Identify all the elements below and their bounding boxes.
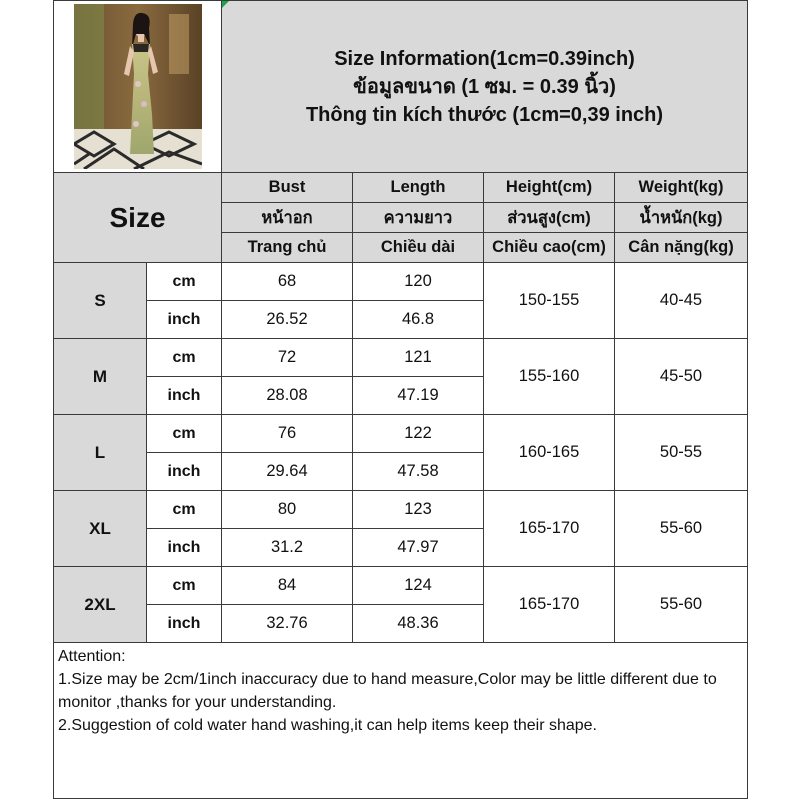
bust-inch-value: 29.64 — [222, 453, 353, 491]
height-range: 165-170 — [484, 567, 615, 643]
unit-cm-label: cm — [147, 567, 222, 605]
column-header-weight-thai: น้ำหนัก(kg) — [615, 203, 748, 233]
column-header-height: Height(cm) — [484, 173, 615, 203]
column-header-height-thai: ส่วนสูง(cm) — [484, 203, 615, 233]
height-range: 160-165 — [484, 415, 615, 491]
attention-note-2: 2.Suggestion of cold water hand washing,it can help items keep their shape. — [58, 717, 597, 734]
unit-cm-label: cm — [147, 263, 222, 301]
length-cm-value: 120 — [353, 263, 484, 301]
column-header-bust-vietnamese: Trang chủ — [222, 233, 353, 263]
length-inch-value: 47.58 — [353, 453, 484, 491]
title-vietnamese: Thông tin kích thước (1cm=0,39 inch) — [305, 103, 664, 126]
length-inch-value: 48.36 — [353, 605, 484, 643]
bust-inch-value: 26.52 — [222, 301, 353, 339]
weight-range: 45-50 — [615, 339, 748, 415]
bust-inch-value: 28.08 — [222, 377, 353, 415]
product-photo — [74, 4, 202, 169]
attention-notes — [54, 643, 748, 799]
column-header-length-thai: ความยาว — [353, 203, 484, 233]
length-inch-value: 47.19 — [353, 377, 484, 415]
bust-cm-value: 68 — [222, 263, 353, 301]
weight-range: 40-45 — [615, 263, 748, 339]
column-header-height-vietnamese: Chiều cao(cm) — [484, 233, 615, 263]
size-name: L — [54, 415, 147, 491]
bust-inch-value: 31.2 — [222, 529, 353, 567]
unit-cm-label: cm — [147, 415, 222, 453]
bust-inch-value: 32.76 — [222, 605, 353, 643]
unit-cm-label: cm — [147, 339, 222, 377]
bust-cm-value: 76 — [222, 415, 353, 453]
unit-inch-label: inch — [147, 529, 222, 567]
size-row-xl-cm — [54, 491, 748, 529]
length-inch-value: 47.97 — [353, 529, 484, 567]
length-cm-value: 124 — [353, 567, 484, 605]
length-cm-value: 122 — [353, 415, 484, 453]
height-range: 155-160 — [484, 339, 615, 415]
unit-inch-label: inch — [147, 453, 222, 491]
column-header-length: Length — [353, 173, 484, 203]
column-header-bust-thai: หน้าอก — [222, 203, 353, 233]
bust-cm-value: 80 — [222, 491, 353, 529]
size-label: Size — [54, 173, 222, 263]
length-inch-value: 46.8 — [353, 301, 484, 339]
attention-heading: Attention: — [58, 648, 126, 665]
unit-inch-label: inch — [147, 377, 222, 415]
size-row-m-cm — [54, 339, 748, 377]
unit-cm-label: cm — [147, 491, 222, 529]
size-info-title-cell — [222, 1, 748, 173]
length-cm-value: 121 — [353, 339, 484, 377]
unit-inch-label: inch — [147, 301, 222, 339]
size-name: S — [54, 263, 147, 339]
size-row-s-cm — [54, 263, 748, 301]
attention-note-1: 1.Size may be 2cm/1inch inaccuracy due to hand measure,Color may be little different due to monitor ,thanks for your understanding. — [58, 671, 717, 711]
size-name: XL — [54, 491, 147, 567]
column-header-length-vietnamese: Chiều dài — [353, 233, 484, 263]
size-name: 2XL — [54, 567, 147, 643]
size-name: M — [54, 339, 147, 415]
unit-inch-label: inch — [147, 605, 222, 643]
height-range: 165-170 — [484, 491, 615, 567]
corner-mark-icon — [222, 1, 229, 8]
weight-range: 50-55 — [615, 415, 748, 491]
title-english: Size Information(1cm=0.39inch) — [334, 47, 635, 70]
bust-cm-value: 84 — [222, 567, 353, 605]
height-range: 150-155 — [484, 263, 615, 339]
product-photo-cell — [54, 1, 222, 173]
weight-range: 55-60 — [615, 491, 748, 567]
title-thai: ข้อมูลขนาด (1 ซม. = 0.39 นิ้ว) — [353, 75, 616, 98]
size-chart-table — [53, 0, 748, 799]
size-chart-sheet — [53, 0, 747, 800]
length-cm-value: 123 — [353, 491, 484, 529]
column-header-weight-vietnamese: Cân nặng(kg) — [615, 233, 748, 263]
column-header-bust: Bust — [222, 173, 353, 203]
size-row-l-cm — [54, 415, 748, 453]
column-header-weight: Weight(kg) — [615, 173, 748, 203]
bust-cm-value: 72 — [222, 339, 353, 377]
weight-range: 55-60 — [615, 567, 748, 643]
size-row-2xl-cm — [54, 567, 748, 605]
